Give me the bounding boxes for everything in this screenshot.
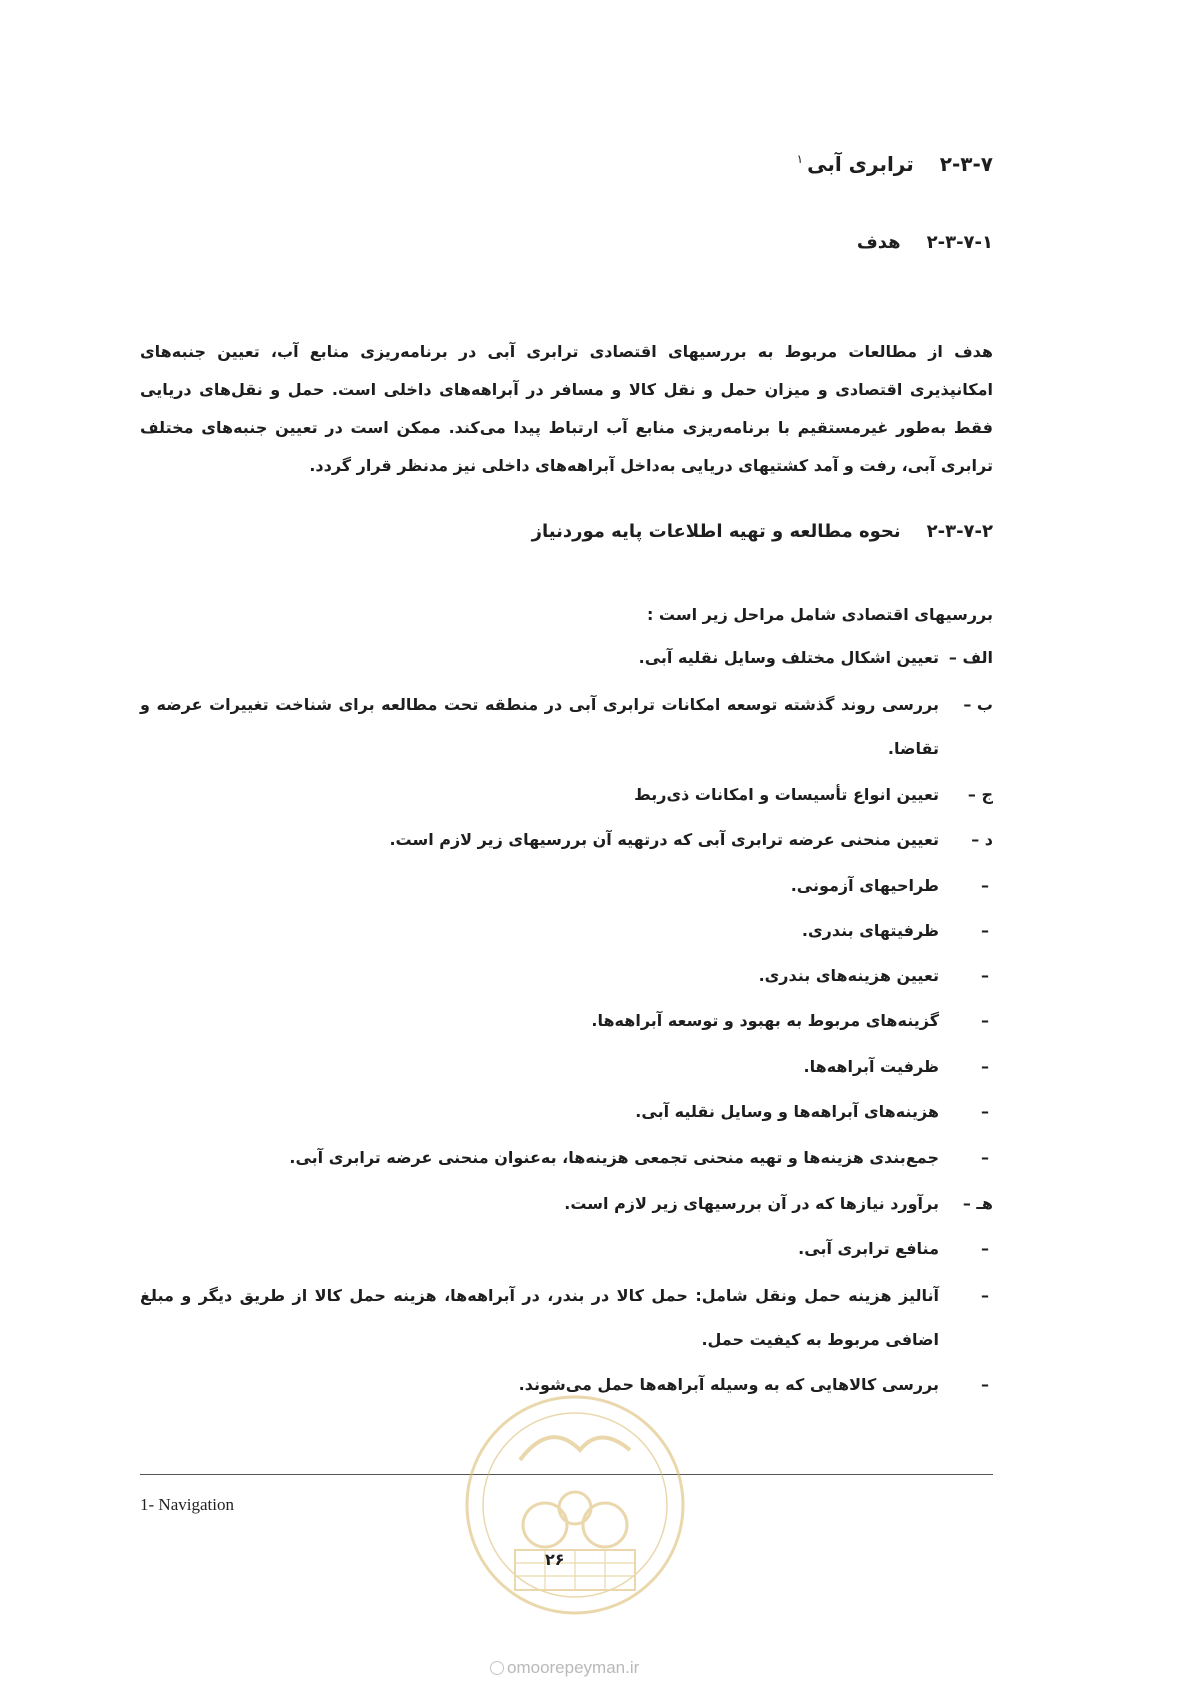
dash-marker: – <box>981 1375 989 1394</box>
watermark-logo <box>460 1390 690 1620</box>
dash-marker: – <box>981 1057 989 1076</box>
list-item <box>140 683 993 771</box>
list-item-text: بررسی روند گذشته توسعه امکانات ترابری آبی در منطقه تحت مطالعه برای شناخت تغییرات عرضه و تقاضا. <box>140 695 939 758</box>
subsection-title: هدف <box>856 232 901 253</box>
sub-list-item <box>140 1274 993 1362</box>
sub-list-item <box>140 1363 993 1407</box>
list-item <box>140 818 993 862</box>
dash-marker: – <box>981 1102 989 1121</box>
list-marker: هـ – <box>962 1194 993 1213</box>
dash-marker: – <box>981 966 989 985</box>
sub-list-item-text: هزینه‌های آبراهه‌ها و وسایل نقلیه آبی. <box>635 1102 939 1121</box>
sub-list-item-text: تعیین هزینه‌های بندری. <box>758 966 939 985</box>
subsection-number: ۲-۳-۷-۲ <box>926 521 993 542</box>
dash-marker: – <box>981 876 989 895</box>
list-item <box>140 636 993 680</box>
sub-list-item-text: ظرفیت آبراهه‌ها. <box>803 1057 939 1076</box>
section-heading <box>797 152 993 176</box>
sub-list-item <box>140 1090 993 1134</box>
sub-list-item <box>140 999 993 1043</box>
dash-marker: – <box>981 921 989 940</box>
dash-marker: – <box>981 1239 989 1258</box>
footnote-text: 1- Navigation <box>140 1495 234 1514</box>
subsection-heading-goal <box>857 232 993 253</box>
footnote-divider <box>140 1474 993 1475</box>
section-number: ۲-۳-۷ <box>939 152 993 176</box>
list-item-text: تعیین اشکال مختلف وسایل نقلیه آبی. <box>638 648 939 667</box>
sub-list-item-text: منافع ترابری آبی. <box>798 1239 939 1258</box>
watermark-url <box>490 1658 639 1678</box>
list-marker: الف – <box>948 648 993 667</box>
subsection-number: ۲-۳-۷-۱ <box>926 232 993 253</box>
sub-list-item <box>140 1045 993 1089</box>
goal-paragraph: هدف از مطالعات مربوط به بررسیهای اقتصادی ترابری آبی در برنامه‌ریزی منابع آب، تعیین جنبه‌های امکانپذیری اقتصادی و میزان حمل و نقل کالا و مسافر در آبراهه‌های داخلی است. حمل و نقل‌های دریایی فقط به‌طور غیرمستقیم با برنامه‌ریزی منابع آب ارتباط پیدا می‌کند. ممکن است در تعیین جنبه‌های مختلف ترابری آبی، رفت و آمد کشتیهای دریایی به‌داخل آبراهه‌های داخلی نیز مدنظر قرار گردد. <box>140 342 993 475</box>
sub-list-item <box>140 954 993 998</box>
sub-list-item <box>140 909 993 953</box>
sub-list-item-text: گزینه‌های مربوط به بهبود و توسعه آبراهه‌ها. <box>591 1011 939 1030</box>
globe-icon <box>490 1661 504 1675</box>
dash-marker: – <box>981 1011 989 1030</box>
list-item-text: تعیین منحنی عرضه ترابری آبی که درتهیه آن بررسیهای زیر لازم است. <box>389 830 939 849</box>
dash-marker: – <box>981 1148 989 1167</box>
sub-list-item-text: ظرفیتهای بندری. <box>801 921 939 940</box>
sub-list-item-text: جمع‌بندی هزینه‌ها و تهیه منحنی تجمعی هزینه‌ها، به‌عنوان منحنی عرضه ترابری آبی. <box>289 1148 939 1167</box>
list-marker: ج – <box>967 785 993 804</box>
list-marker: د – <box>971 830 993 849</box>
sub-list-item-text: بررسی کالاهایی که به وسیله آبراهه‌ها حمل می‌شوند. <box>518 1375 939 1394</box>
subsection-title: نحوه مطالعه و تهیه اطلاعات پایه موردنیاز <box>531 521 901 542</box>
footnote-reference[interactable]: ۱ <box>796 152 804 167</box>
section-title: ترابری آبی <box>807 152 914 176</box>
sub-list-item <box>140 864 993 908</box>
list-item-text: برآورد نیازها که در آن بررسیهای زیر لازم است. <box>564 1194 939 1213</box>
list-item <box>140 1182 993 1226</box>
steps-intro: بررسیهای اقتصادی شامل مراحل زیر است : <box>646 605 993 624</box>
list-marker: ب – <box>963 695 993 714</box>
sub-list-item <box>140 1136 993 1180</box>
list-item <box>140 773 993 817</box>
sub-list-item <box>140 1227 993 1271</box>
dash-marker: – <box>981 1286 989 1305</box>
subsection-heading-method <box>532 521 993 542</box>
list-item-text: تعیین انواع تأسیسات و امکانات ذی‌ربط <box>634 785 939 804</box>
watermark-url-text: omoorepeyman.ir <box>507 1658 640 1677</box>
sub-list-item-text: آنالیز هزینه حمل ونقل شامل: حمل کالا در بندر، در آبراهه‌ها، هزینه حمل کالا از طریق دیگر و مبلغ اضافی مربوط به کیفیت حمل. <box>140 1286 939 1349</box>
page-number: ۲۶ <box>545 1550 565 1569</box>
sub-list-item-text: طراحیهای آزمونی. <box>790 876 939 895</box>
